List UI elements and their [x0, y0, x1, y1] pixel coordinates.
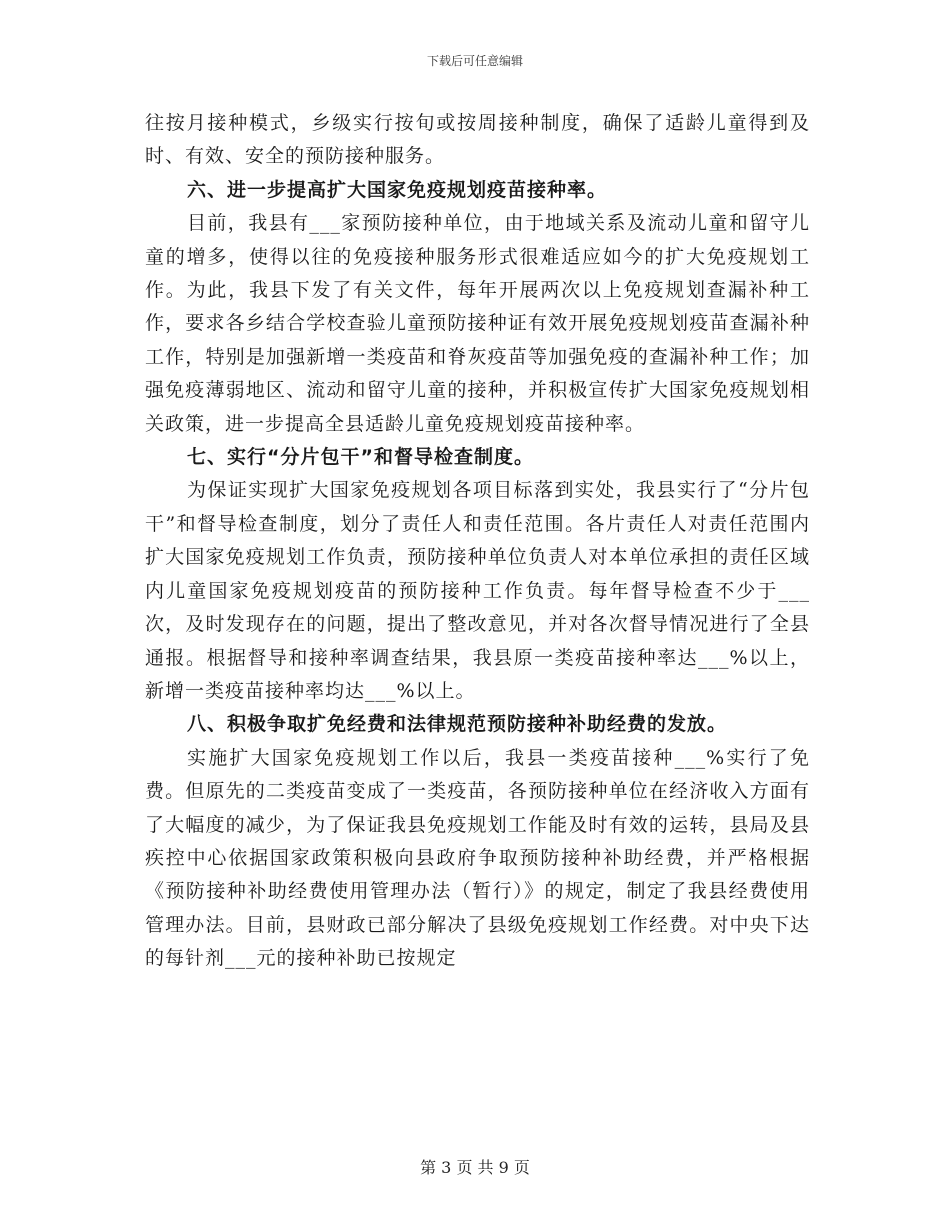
paragraph-continued: 往按月接种模式，乡级实行按旬或按周接种制度，确保了适龄儿童得到及时、有效、安全的预防接种服务。: [145, 112, 810, 168]
section-heading-7: 七、实行“分片包干”和督导检查制度。: [187, 446, 534, 469]
document-body: [145, 107, 810, 976]
page-footer: 第 3 页 共 9 页: [420, 1158, 530, 1177]
page-header: 下载后可任意编辑: [426, 54, 523, 68]
paragraph-section-7: 为保证实现扩大国家免疫规划各项目标落到实处，我县实行了“分片包干”和督导检查制度，划分了责任人和责任范围。各片责任人对责任范围内扩大国家免疫规划工作负责，预防接种单位负责人对本单位承担的责任区域内儿童国家免疫规划疫苗的预防接种工作负责。每年督导检查不少于___次，及时发现存在的问题，提出了整改意见，并对各次督导情况进行了全县通报。根据督导和接种率调查结果，我县原一类疫苗接种率达___%以上，新增一类疫苗接种率均达___%以上。: [145, 479, 810, 702]
section-heading-8: 八、积极争取扩免经费和法律规范预防接种补助经费的发放。: [187, 713, 728, 736]
paragraph-section-8: 实施扩大国家免疫规划工作以后，我县一类疫苗接种___%实行了免费。但原先的二类疫苗变成了一类疫苗，各预防接种单位在经济收入方面有了大幅度的减少，为了保证我县免疫规划工作能及时有效的运转，县局及县疾控中心依据国家政策积极向县政府争取预防接种补助经费，并严格根据《预防接种补助经费使用管理办法（暂行）》的规定，制定了我县经费使用管理办法。目前，县财政已部分解决了县级免疫规划工作经费。对中央下达的每针剂___元的接种补助已按规定: [145, 746, 810, 970]
paragraph-section-6: 目前，我县有___家预防接种单位，由于地域关系及流动儿童和留守儿童的增多，使得以往的免疫接种服务形式很难适应如今的扩大免疫规划工作。为此，我县下发了有关文件，每年开展两次以上免疫规划查漏补种工作，要求各乡结合学校查验儿童预防接种证有效开展免疫规划疫苗查漏补种工作，特别是加强新增一类疫苗和脊灰疫苗等加强免疫的查漏补种工作；加强免疫薄弱地区、流动和留守儿童的接种，并积极宣传扩大国家免疫规划相关政策，进一步提高全县适龄儿童免疫规划疫苗接种率。: [145, 212, 810, 435]
section-heading-6: 六、进一步提高扩大国家免疫规划疫苗接种率。: [187, 178, 608, 201]
